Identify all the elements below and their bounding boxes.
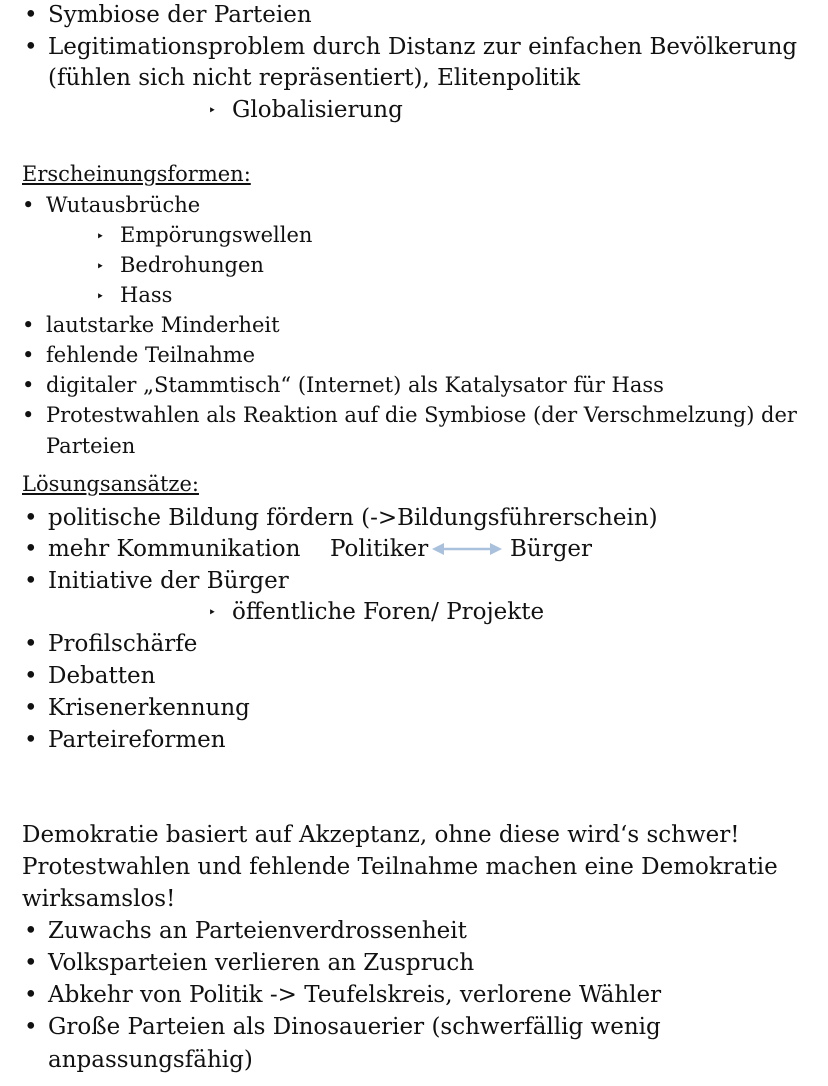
- paragraph-line: Demokratie basiert auf Akzeptanz, ohne diese wird‘s schwer!: [22, 822, 740, 848]
- list-item: • Debatten: [48, 665, 155, 688]
- list-item: • Abkehr von Politik -> Teufelskreis, verlorene Wähler: [48, 984, 661, 1007]
- buerger-label: Bürger: [510, 536, 593, 562]
- section-heading: Erscheinungsformen:: [22, 162, 251, 186]
- list-item-continuation: Parteien: [46, 434, 136, 458]
- section-heading: Lösungsansätze:: [22, 472, 199, 496]
- double-arrow-icon: [432, 541, 502, 557]
- list-item: • Profilschärfe: [48, 633, 197, 656]
- list-item: • Zuwachs an Parteienverdrossenheit: [48, 920, 467, 943]
- list-item: • Initiative der Bürger: [48, 570, 289, 593]
- politiker-label: Politiker: [330, 536, 429, 562]
- paragraph-line: Protestwahlen und fehlende Teilnahme machen eine Demokratie: [22, 854, 778, 880]
- list-item-continuation: (fühlen sich nicht repräsentiert), Elitenpolitik: [48, 65, 581, 91]
- list-item: • Symbiose der Parteien: [48, 4, 312, 27]
- list-item: • digitaler „Stammtisch“ (Internet) als Katalysator für Hass: [46, 375, 664, 396]
- list-item: • Parteireformen: [48, 729, 226, 752]
- paragraph-line: wirksamslos!: [22, 886, 176, 912]
- list-item: • Große Parteien als Dinosauerier (schwerfällig wenig: [48, 1016, 661, 1039]
- sub-list-item: ‣ öffentliche Foren/ Projekte: [232, 601, 544, 624]
- list-item: • Krisenerkennung: [48, 697, 250, 720]
- list-item: • Wutausbrüche: [46, 195, 200, 216]
- list-item-continuation: anpassungsfähig): [48, 1047, 253, 1073]
- list-item: • mehr Kommunikation: [48, 538, 300, 561]
- list-item: • lautstarke Minderheit: [46, 315, 280, 336]
- list-item: • Protestwahlen als Reaktion auf die Symbiose (der Verschmelzung) der: [46, 405, 797, 426]
- list-item: • politische Bildung fördern (->Bildungsführerschein): [48, 507, 658, 530]
- sub-list-item: ‣ Globalisierung: [232, 99, 403, 122]
- sub-list-item: ‣ Hass: [120, 285, 172, 306]
- sub-list-item: ‣ Empörungswellen: [120, 225, 312, 246]
- sub-list-item: ‣ Bedrohungen: [120, 255, 264, 276]
- list-item: • fehlende Teilnahme: [46, 345, 255, 366]
- list-item: • Legitimationsproblem durch Distanz zur einfachen Bevölkerung: [48, 36, 797, 59]
- list-item: • Volksparteien verlieren an Zuspruch: [48, 952, 474, 975]
